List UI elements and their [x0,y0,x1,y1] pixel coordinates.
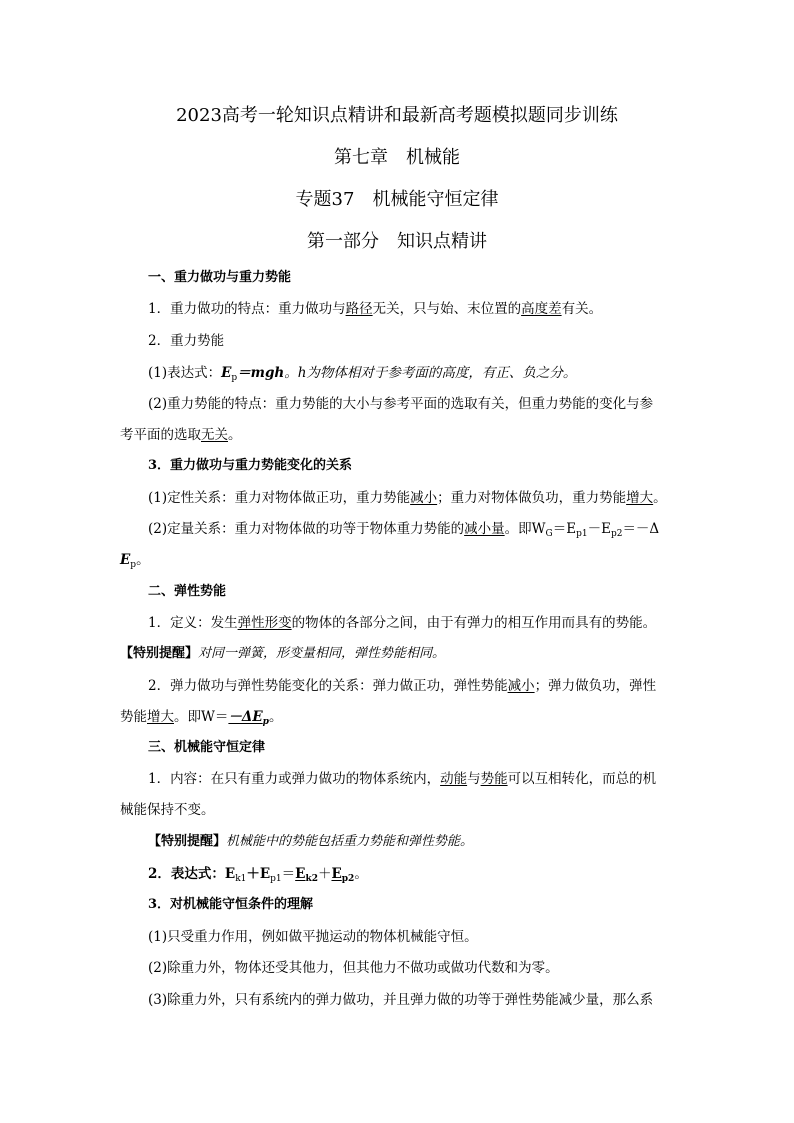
paragraph: $E_p$。 [120,552,150,570]
paragraph: (1)定性关系：重力对物体做正功，重力势能减小；重力对物体做负功，重力势能增大。 [148,490,667,506]
special-reminder: 【特别提醒】对同一弹簧，形变量相同，弹性势能相同。 [120,646,446,661]
paragraph: 2．重力势能 [148,333,225,349]
series-title: 2023高考一轮知识点精讲和最新高考题模拟题同步训练 [176,105,618,126]
paragraph: (2)定量关系：重力对物体做的功等于物体重力势能的减小量。即$W_G=E_{p1}-E_{p2}=-\Delta$ [148,521,660,539]
paragraph: 2．表达式：$E_{k1}+E_{p1}=E_{k2}+E_{p2}$。 [148,866,368,884]
paragraph: (3)除重力外，只有系统内的弹力做功，并且弹力做的功等于弹性势能减少量，那么系 [148,992,654,1008]
paragraph: 势能增大。即$W=-\Delta E_p$。 [120,709,283,727]
paragraph: 3．重力做功与重力势能变化的关系 [148,458,353,473]
paragraph: (2)除重力外，物体还受其他力，但其他力不做功或做功代数和为零。 [148,960,559,976]
paragraph: (1)只受重力作用，例如做平抛运动的物体机械能守恒。 [148,929,478,945]
section-heading-2: 二、弹性势能 [148,584,227,599]
section-heading-1: 一、重力做功与重力势能 [148,270,292,285]
paragraph: 2．弹力做功与弹性势能变化的关系：弹力做正功，弹性势能减小；弹力做负功，弹性 [148,678,657,694]
paragraph: 械能保持不变。 [120,802,215,818]
paragraph: 1．内容：在只有重力或弹力做功的物体系统内，动能与势能可以互相转化，而总的机 [148,771,657,787]
part-title: 第一部分 知识点精讲 [307,231,487,252]
paragraph: (1)表达式：$E_p=mgh$。h为物体相对于参考面的高度，有正、负之分。 [148,365,577,383]
topic-title: 专题37 机械能守恒定律 [295,189,499,210]
chapter-title: 第七章 机械能 [334,147,460,168]
paragraph: 1．定义：发生弹性形变的物体的各部分之间，由于有弹力的相互作用而具有的势能。 [148,615,657,631]
paragraph: (2)重力势能的特点：重力势能的大小与参考平面的选取有关，但重力势能的变化与参 [148,396,654,412]
paragraph: 1．重力做功的特点：重力做功与路径无关，只与始、末位置的高度差有关。 [148,301,603,317]
paragraph: 3．对机械能守恒条件的理解 [148,897,314,912]
paragraph: 考平面的选取无关。 [120,427,242,443]
section-heading-3: 三、机械能守恒定律 [148,740,266,755]
special-reminder: 【特别提醒】机械能中的势能包括重力势能和弹性势能。 [148,834,474,849]
